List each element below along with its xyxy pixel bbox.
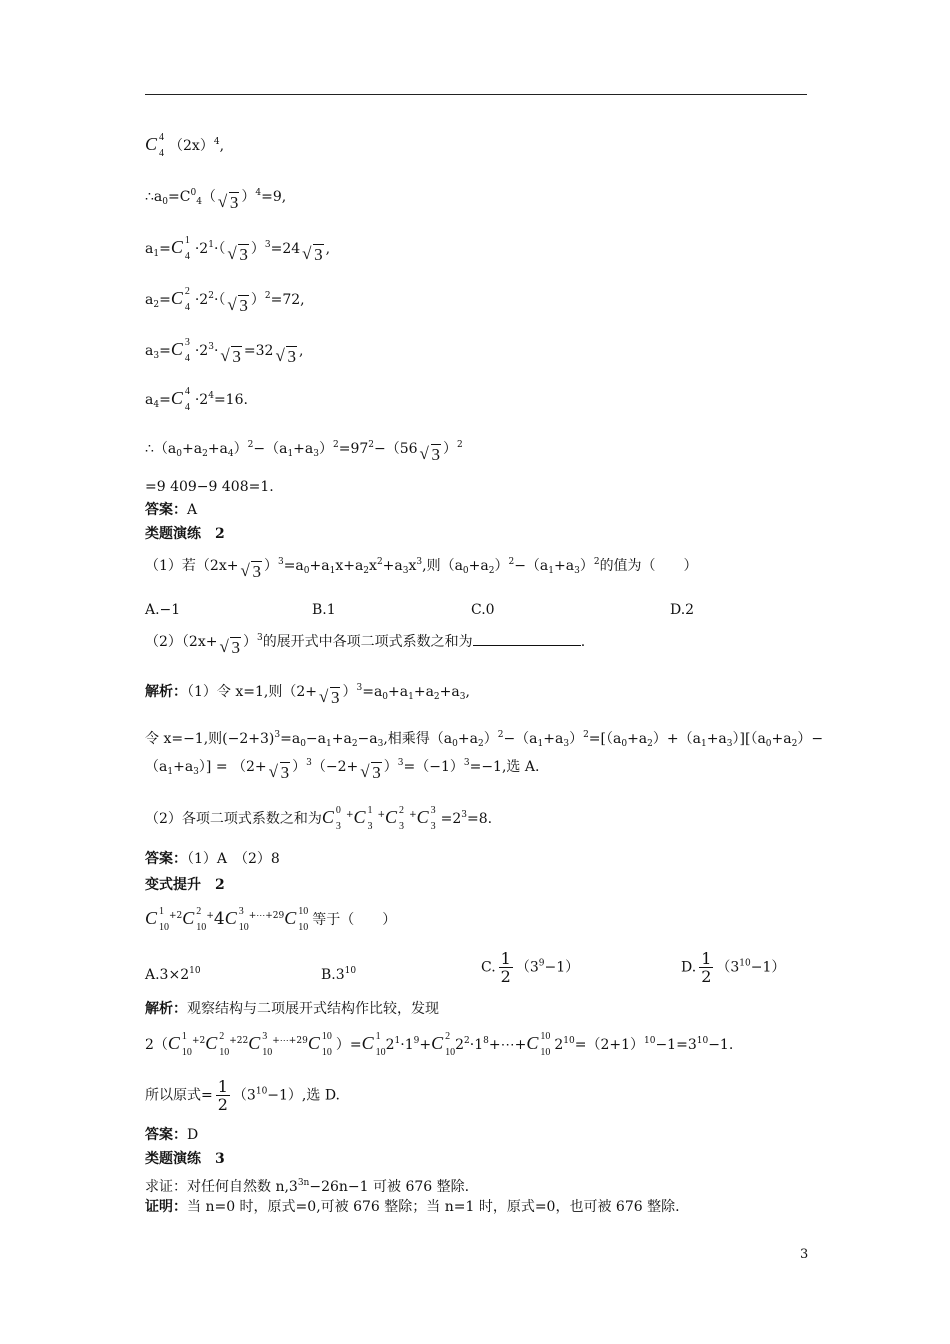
answer-2: 答案：（1）A （2）8 [145, 851, 280, 867]
sqrt-3: √ 3 [227, 295, 248, 315]
question-1: （1）若（2x+ √ 3 ）$^3=a_0+a_1x+a_2x^2+a_3x^3$,则$(a_0+a_2)^2-(a_1+a_3)^2$的值为（ ） [145, 557, 698, 581]
line-a1: $a_1=C$ 1 4 $\cdot 2^1\cdot$（ √ 3 ）$^3$=24 √ 3 , [145, 235, 331, 264]
header-rule [145, 94, 807, 95]
line-result: =9 409−9 408=1. [145, 479, 274, 495]
line-a0: $\therefore a_0=C^0_4$（ √ 3 ）$^4$=9, [145, 188, 287, 212]
line-a2: $a_2=C$ 2 4 $\cdot 2^2\cdot$（ √ 3 ）$^2$=72, [145, 286, 305, 315]
binomial-c43: C 3 4 [170, 337, 190, 364]
binomial-c10-2: C 2 10 [182, 906, 207, 933]
question-3: C 1 10 $^{+2}$C 2 10 +4C 3 10 $^{+\cdots+29}$C 10 10 等于（ ） [145, 906, 397, 933]
binomial-c10-3: C 3 10 [248, 1031, 273, 1058]
binomial-c10-1: C 1 10 [145, 906, 169, 933]
binomial-c10-1: C 1 10 [167, 1031, 192, 1058]
option-c: C.0 [471, 602, 495, 618]
solution-2: 令 x=−1,则$(-2+3)^3=a_0-a_1+a_2-a_3$,相乘得$(a_0+a_2)^2-(a_1+a_3)^2=[(a_0+a_2)+(a_1+a_3)][(a_0+a_2)-$ [145, 730, 824, 749]
sqrt-3: √ 3 [217, 192, 239, 212]
binomial-c10-10: C 10 10 [307, 1031, 332, 1058]
option-a: A.−1 [145, 602, 181, 618]
solution-7: 所以原式= $\frac{1}{2}$ $(3^{10}-1)$,选 D. [145, 1077, 341, 1114]
option-d-2: D. $\frac{1}{2}$ $(3^{10}-1)$ [681, 949, 786, 986]
question-2: （2）（2x+ √ 3 ）$^3$的展开式中各项二项式系数之和为 . [145, 633, 586, 657]
binomial-c42: C 2 4 [170, 286, 190, 313]
binomial-c10-3: C 3 10 [224, 906, 249, 933]
solution-4: （2）各项二项式系数之和为C 0 3 +C 1 3 +C 2 3 +C 3 3 $=2^3=8$. [145, 805, 493, 832]
fraction-half: $\frac{1}{2}$ [500, 949, 511, 986]
binomial-c10-1: C 1 10 [361, 1031, 386, 1058]
answer-1: 答案：A [145, 502, 198, 518]
option-d: D.2 [670, 602, 695, 618]
line-c44-2x: C 4 4 $(2x)^4$, [145, 132, 225, 159]
section-heading-variant-2: 变式提升 2 [145, 877, 225, 893]
line-difference: $\therefore(a_0+a_2+a_4)^2-(a_1+a_3)^2=97^2-(56$ √ 3 ）$^2$ [145, 440, 463, 464]
binomial-c10-10: C 10 10 [526, 1031, 551, 1058]
answer-blank[interactable] [473, 633, 581, 646]
binomial-c10-2: C 2 10 [431, 1031, 456, 1058]
sqrt-3: √ 3 [268, 762, 290, 782]
sqrt-3: √ 3 [219, 637, 240, 657]
binomial-c10-10: C 10 10 [284, 906, 309, 933]
page-number: 3 [800, 1247, 809, 1262]
sqrt-3: √ 3 [302, 244, 323, 264]
fraction-half: $\frac{1}{2}$ [217, 1077, 228, 1114]
binomial-c44: C 4 4 [145, 132, 164, 159]
section-heading-3: 类题演练 3 [145, 1151, 225, 1167]
sqrt-3: √ 3 [318, 687, 340, 707]
sqrt-3: √ 3 [220, 346, 241, 366]
proof-body: 证明：当 n=0 时，原式=0,可被 676 整除；当 n=1 时，原式=0，也可被 676 整除. [145, 1199, 680, 1215]
option-a-2: $A.3\times 2^{10}$ [145, 966, 201, 983]
sqrt-3: √ 3 [419, 444, 441, 464]
section-heading-2: 类题演练 2 [145, 526, 225, 542]
sqrt-3: √ 3 [240, 561, 261, 581]
binomial-c32: C 2 3 [385, 805, 405, 832]
sqrt-3: √ 3 [360, 762, 381, 782]
binomial-c41: C 1 4 [170, 235, 190, 262]
fraction-half: $\frac{1}{2}$ [701, 949, 712, 986]
binomial-c44: C 4 4 [170, 386, 190, 413]
solution-5: 解析：观察结构与二项展开式结构作比较，发现 [145, 1001, 439, 1017]
solution-1: 解析：（1）令 x=1,则（2+ √ 3 ）$^3=a_0+a_1+a_2+a_3$, [145, 683, 470, 707]
option-b-2: $B.3^{10}$ [321, 966, 357, 983]
sqrt-3: √ 3 [275, 346, 296, 366]
option-c-2: C. $\frac{1}{2}$ $(3^9-1)$ [481, 949, 580, 986]
binomial-c31: C 1 3 [353, 805, 373, 832]
line-a4: $a_4=C$ 4 4 $\cdot 2^4=16$. [145, 386, 248, 413]
binomial-c30: C 0 3 [321, 805, 341, 832]
line-a3: $a_3=C$ 3 4 $\cdot 2^3\cdot$ √ 3 =32 √ 3 , [145, 337, 304, 366]
answer-3: 答案：D [145, 1127, 199, 1143]
option-b: B.1 [312, 602, 336, 618]
sqrt-3: √ 3 [227, 244, 248, 264]
solution-6: 2（C 1 10 $^{+2}$C 2 10 $^{+22}$C 3 10 $^{+\cdots+29}$C 10 10 ）=C 1 10 $2^1\cdot 1^9+C$ 2 10 $2^2\cdot 1^8+\cdots+C$ 10 10 $2^{10}=(2+1)^{10}-1=3^{10}-1$. [145, 1031, 734, 1058]
binomial-c10-2: C 2 10 [205, 1031, 230, 1058]
binomial-c33: C 3 3 [416, 805, 436, 832]
proof-statement: 求证：对任何自然数 $n,3^{3n}-26n-1$ 可被 676 整除. [145, 1178, 470, 1195]
solution-3: $(a_1+a_3)] = (2+$ √ 3 ）$^3$（−2+ √ 3 ）$^3=(-1)^3=-1$,选 A. [145, 758, 540, 782]
